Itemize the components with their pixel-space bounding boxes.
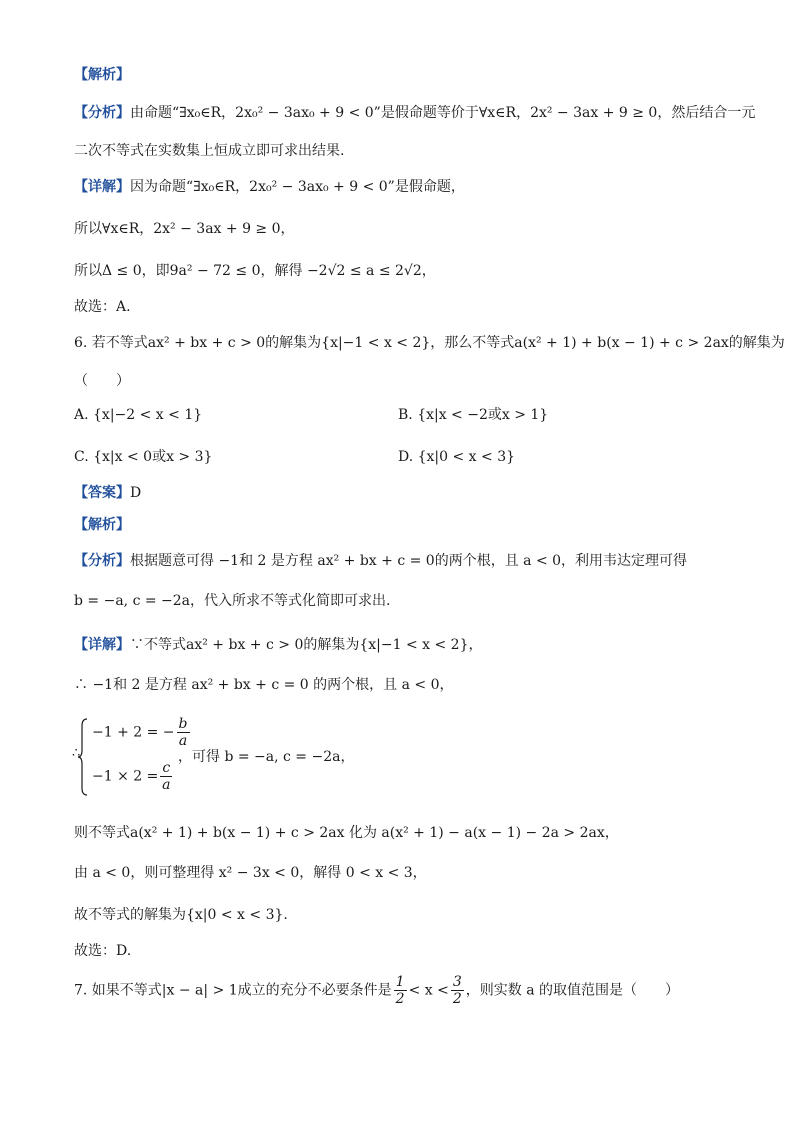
eq1-numerator: b bbox=[178, 716, 188, 732]
analysis-tag: 【解析】 bbox=[74, 67, 130, 83]
question-6-stem: 6. 若不等式ax² + bx + c > 0的解集为{x|−1 < x < 2}，那么不等式a(x² + 1) + b(x − 1) + c > 2ax的解集为 bbox=[74, 335, 785, 351]
q7-fraction-2 bbox=[451, 974, 464, 1007]
analysis-text-2: 根据题意可得 −1和 2 是方程 ax² + bx + c = 0的两个根，且 a < 0，利用韦达定理可得 bbox=[130, 553, 688, 569]
detail-line-1 bbox=[74, 176, 465, 198]
detail-tag: 【详解】 bbox=[74, 179, 130, 195]
q7-f2-denominator: 2 bbox=[452, 991, 462, 1007]
question-7-stem bbox=[74, 974, 679, 1007]
option-a: A. {x|−2 < x < 1} bbox=[74, 407, 203, 423]
analysis-subtag: 【分析】 bbox=[74, 105, 130, 121]
equation-system bbox=[74, 716, 394, 800]
analysis-line-4: b = −a, c = −2a，代入所求不等式化简即可求出. bbox=[74, 593, 391, 609]
therefore-symbol: ∴ bbox=[72, 746, 81, 761]
detail-line-5: ∴ −1和 2 是方程 ax² + bx + c = 0 的两个根，且 a < 0， bbox=[74, 677, 454, 693]
detail-tag-2: 【详解】 bbox=[74, 637, 130, 653]
system-conclusion: ，可得 b = −a, c = −2a， bbox=[178, 749, 355, 765]
eq1-fraction bbox=[177, 716, 190, 749]
option-d: D. {x|0 < x < 3} bbox=[398, 449, 516, 465]
choice-line-q5: 故选：A. bbox=[74, 299, 131, 315]
analysis-line-1 bbox=[74, 102, 755, 124]
detail-line-8: 故不等式的解集为{x|0 < x < 3}. bbox=[74, 907, 288, 923]
eq2-fraction bbox=[160, 760, 172, 793]
section-label-analysis-2 bbox=[74, 514, 130, 536]
detail-line-6: 则不等式a(x² + 1) + b(x − 1) + c > 2ax 化为 a(x² + 1) − a(x − 1) − 2a > 2ax， bbox=[74, 825, 619, 841]
answer-tag: 【答案】 bbox=[74, 485, 130, 501]
analysis-tag-2: 【解析】 bbox=[74, 517, 130, 533]
eq1-denominator: a bbox=[178, 733, 188, 749]
analysis-subtag-2: 【分析】 bbox=[74, 553, 130, 569]
q7-text-2: ，则实数 a 的取值范围是（ ） bbox=[465, 982, 680, 999]
detail-line-2: 所以∀x∈R，2x² − 3ax + 9 ≥ 0， bbox=[74, 221, 295, 237]
detail-line-7: 由 a < 0，则可整理得 x² − 3x < 0，解得 0 < x < 3， bbox=[74, 865, 427, 881]
q7-f2-numerator: 3 bbox=[452, 974, 462, 990]
left-brace bbox=[78, 718, 88, 796]
answer-value: D bbox=[130, 485, 142, 501]
system-equation-1 bbox=[92, 716, 192, 749]
system-equation-2 bbox=[92, 760, 174, 793]
eq2-left: −1 × 2 = bbox=[92, 768, 159, 785]
choice-line-q6: 故选：D. bbox=[74, 943, 132, 959]
section-label-analysis bbox=[74, 64, 130, 86]
detail-text: 因为命题“∃x₀∈R，2x₀² − 3ax₀ + 9 < 0”是假命题， bbox=[130, 179, 465, 195]
analysis-text: 由命题“∃x₀∈R，2x₀² − 3ax₀ + 9 < 0”是假命题等价于∀x∈R，2x² − 3ax + 9 ≥ 0，然后结合一元 bbox=[130, 105, 756, 121]
detail-line-3: 所以Δ ≤ 0，即9a² − 72 ≤ 0，解得 −2√2 ≤ a ≤ 2√2， bbox=[74, 263, 436, 279]
detail-line-4 bbox=[74, 634, 482, 656]
q7-fraction-1 bbox=[394, 974, 407, 1007]
option-b: B. {x|x < −2或x > 1} bbox=[398, 407, 549, 423]
detail-text-2: ∵不等式ax² + bx + c > 0的解集为{x|−1 < x < 2}， bbox=[130, 637, 483, 653]
question-6-bracket: （ ） bbox=[74, 373, 130, 389]
q7-f1-denominator: 2 bbox=[395, 991, 405, 1007]
analysis-line-2: 二次不等式在实数集上恒成立即可求出结果. bbox=[74, 143, 345, 159]
eq1-left: −1 + 2 = − bbox=[92, 724, 175, 741]
q7-f1-numerator: 1 bbox=[395, 974, 405, 990]
option-c: C. {x|x < 0或x > 3} bbox=[74, 449, 213, 465]
eq2-numerator: c bbox=[162, 760, 171, 776]
analysis-line-3 bbox=[74, 550, 687, 572]
q7-text-1: 7. 如果不等式|x − a| > 1成立的充分不必要条件是 bbox=[74, 982, 392, 999]
q7-middle: < x < bbox=[408, 982, 449, 999]
eq2-denominator: a bbox=[162, 777, 171, 793]
answer-line bbox=[74, 482, 141, 504]
